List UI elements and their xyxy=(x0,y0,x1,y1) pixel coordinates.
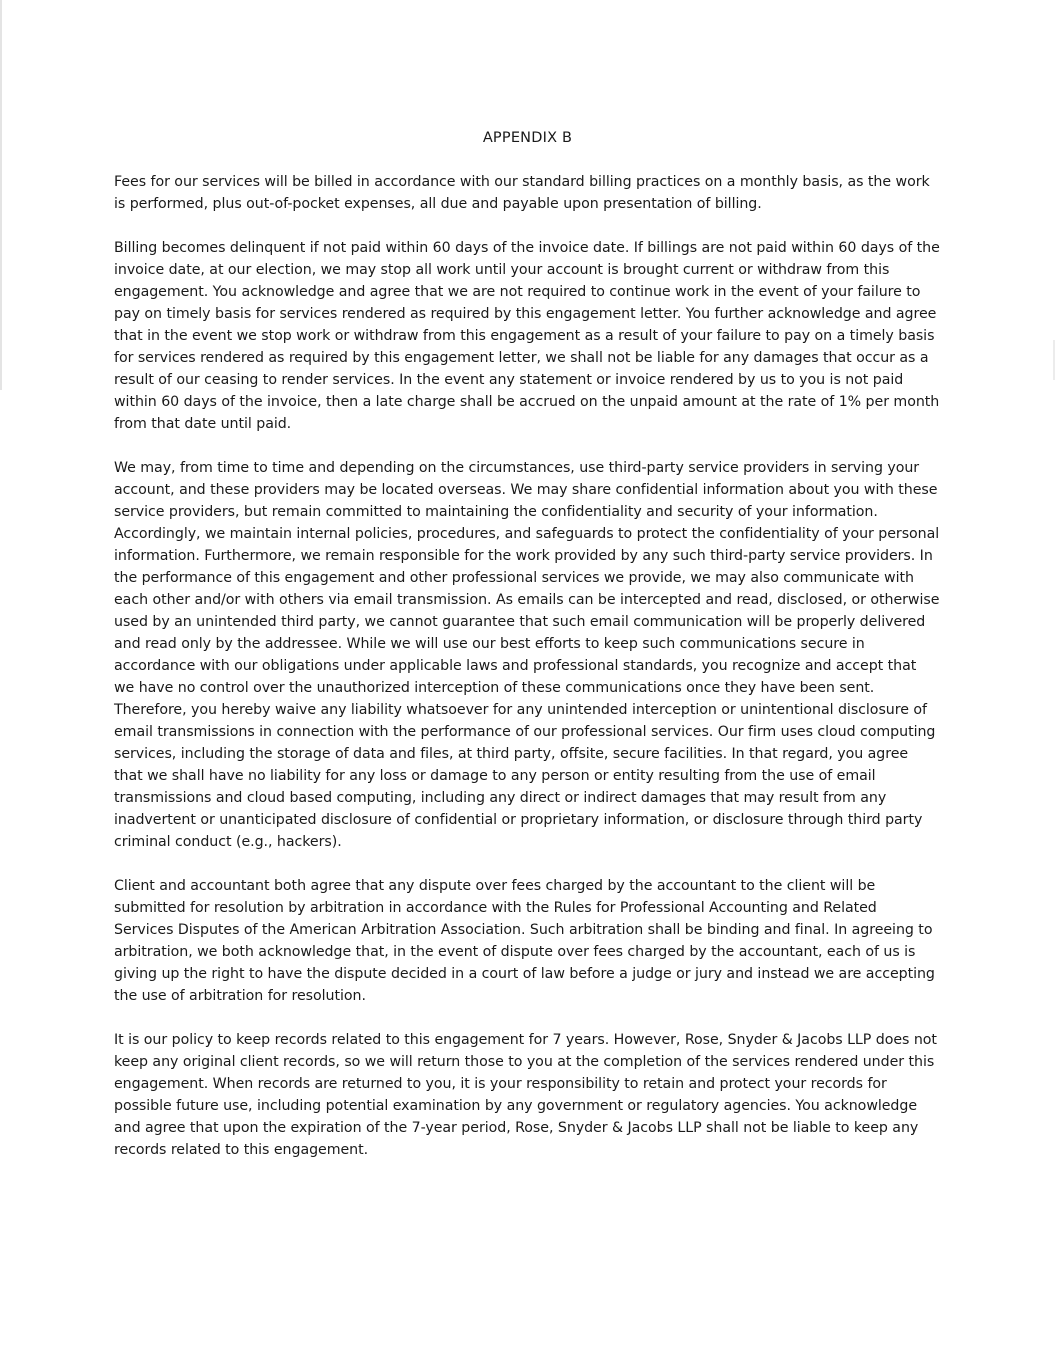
document-body xyxy=(114,171,940,1183)
paragraph-fees: Fees for our services will be billed in accordance with our standard billing practices on a monthly basis, as the work is performed, plus out-of-pocket expenses, all due and payable upon presentation of billing. xyxy=(114,174,930,212)
scan-left-edge xyxy=(0,0,2,390)
paragraph-billing-delinquency: Billing becomes delinquent if not paid within 60 days of the invoice date. If billings are not paid within 60 days of the invoice date, at our election, we may stop all work until your account is brought current or withdraw from this engagement. You acknowledge and agree that we are not required to continue work in the event of your failure to pay on timely basis for services rendered as required by this engagement letter. You further acknowledge and agree that in the event we stop work or withdraw from this engagement as a result of your failure to pay on a timely basis for services rendered as required by this engagement letter, we shall not be liable for any damages that occur as a result of our ceasing to render services. In the event any statement or invoice rendered by us to you is not paid within 60 days of the invoice, then a late charge shall be accrued on the unpaid amount at the rate of 1% per month from that date until paid. xyxy=(114,240,940,432)
paragraph-records-retention: It is our policy to keep records related to this engagement for 7 years. However, Rose, Snyder & Jacobs LLP does not keep any original client records, so we will return those to you at the completion of the services rendered under this engagement. When records are returned to you, it is your responsibility to retain and protect your records for possible future use, including potential examination by any government or regulatory agencies. You acknowledge and agree that upon the expiration of the 7-year period, Rose, Snyder & Jacobs LLP shall not be liable to keep any records related to this engagement. xyxy=(114,1032,937,1158)
page-title: APPENDIX B xyxy=(482,130,573,146)
paragraph-third-party-providers: We may, from time to time and depending on the circumstances, use third-party service providers in serving your account, and these providers may be located overseas. We may share confidential information about you with these service providers, but remain committed to maintaining the confidentiality and security of your information. Accordingly, we maintain internal policies, procedures, and safeguards to protect the confidentiality of your personal information. Furthermore, we remain responsible for the work provided by any such third-party service providers. In the performance of this engagement and other professional services we provide, we may also communicate with each other and/or with others via email transmission. As emails can be intercepted and read, disclosed, or otherwise used by an unintended third party, we cannot guarantee that such email communication will be properly delivered and read only by the addressee. While we will use our best efforts to keep such communications secure in accordance with our obligations under applicable laws and professional standards, you recognize and accept that we have no control over the unauthorized interception of these communications once they have been sent. Therefore, you hereby waive any liability whatsoever for any unintended interception or unintentional disclosure of email transmissions in connection with the performance of our professional services. Our firm uses cloud computing services, including the storage of data and files, at third party, offsite, secure facilities. In that regard, you agree that we shall have no liability for any loss or damage to any person or entity resulting from the use of email transmissions and cloud based computing, including any direct or indirect damages that may result from any inadvertent or unanticipated disclosure of confidential or proprietary information, or disclosure through third party criminal conduct (e.g., hackers). xyxy=(114,460,940,850)
paragraph-arbitration: Client and accountant both agree that any dispute over fees charged by the accountant to the client will be submitted for resolution by arbitration in accordance with the Rules for Professional Accounting and Related Services Disputes of the American Arbitration Association. Such arbitration shall be binding and final. In agreeing to arbitration, we both acknowledge that, in the event of dispute over fees charged by the accountant, each of us is giving up the right to have the dispute decided in a court of law before a judge or jury and instead we are accepting the use of arbitration for resolution. xyxy=(114,878,935,1004)
